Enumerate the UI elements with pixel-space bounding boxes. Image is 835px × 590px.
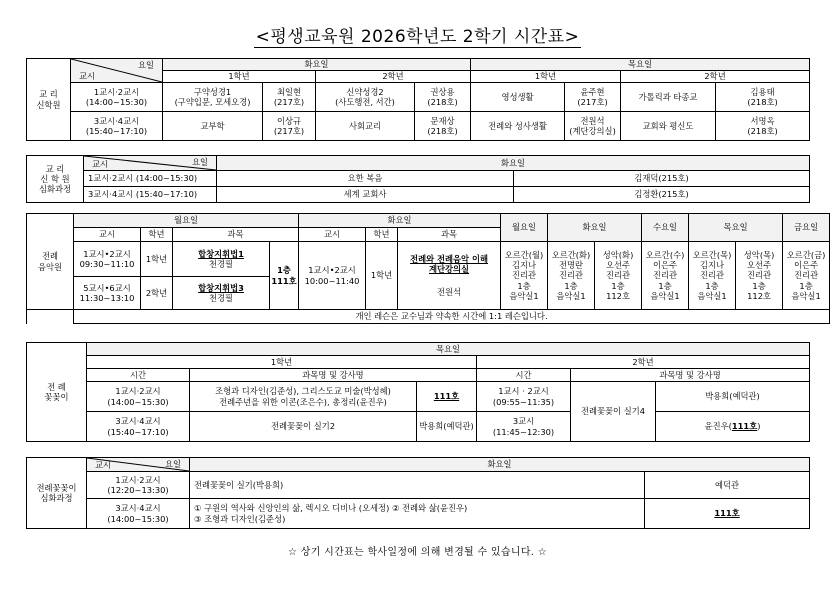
corner-header: 교시 요일 — [84, 156, 217, 171]
footer-note: ☆ 상기 시간표는 학사일정에 의해 변경될 수 있습니다. ☆ — [288, 547, 547, 558]
lesson-cell: 오르간(금) 이은주 진리관 1층 음악실1 — [783, 242, 830, 310]
day-header: 목요일 — [87, 343, 810, 356]
table-row: 1교시•2교시 09:30~11:10 1학년 합창지휘법1 천경필 1층 111호 1교시•2교시 10:00~11:40 1학년 전례와 전례음악 이해 계단강의실 전원석 오르간(월) 김지나 진리관 1층 음악실1 오르간(화) 전명란 진리관 1층 음악실1 성악(화) 오선주 진리관 1층 112호 오르간(수) 이은주 진리관 1층 음악실1 오르간(목) 김지나 진리관 1층 음악실1 성악(목) 오선주 진리관 1층 112호 오르간(금) 이은주 진리관 1층 음악실1 — [27, 242, 830, 277]
table-row — [27, 112, 810, 141]
table-row: 1교시·2교시 (14:00~15:30) 조형과 디자인(김준성), 그리스도교 미술(박성혜) 전례주년을 위한 이콘(조은수), 총정리(윤진우) 111호 1교시 · 2교시 (09:55~11:35) 전례꽃꽂이 실기4 박용희(예덕관) — [27, 382, 810, 412]
schedule-cell: 사회교리 — [316, 112, 415, 141]
lesson-cell: 오르간(수) 이은주 진리관 1층 음악실1 — [642, 242, 689, 310]
grade-header: 1학년 — [87, 356, 477, 369]
table-doctrine-advanced — [26, 155, 810, 203]
section-label: 교 리 신학원 — [27, 59, 71, 141]
table-row: 3교시·4교시 (14:00~15:30) ① 구원의 역사와 신앙인의 삶, 렉시오 디비나 (오세정) ② 전례와 삶(윤진우) ③ 조형과 디자인(김준성) 111호 — [27, 499, 810, 529]
grade-header: 1학년 — [163, 71, 316, 83]
schedule-cell: 구약성경1 (구약입문, 모세오경) — [163, 83, 263, 112]
lesson-cell: 오르간(월) 김지나 진리관 1층 음악실1 — [501, 242, 548, 310]
schedule-cell: 최일현 (217호) — [263, 83, 316, 112]
section-label: 전례꽃꽂이 심화과정 — [27, 458, 87, 529]
day-header: 화요일 — [217, 156, 810, 171]
table-row: 1교시·2교시 (12:20~13:30) 전례꽃꽂이 실기(박용희) 예덕관 — [27, 472, 810, 499]
schedule-cell: 가톨릭과 타종교 — [621, 83, 716, 112]
table-flower-advanced — [26, 457, 810, 529]
grade-header: 1학년 — [471, 71, 621, 83]
table-row — [27, 83, 810, 112]
day-header: 수요일 — [642, 214, 689, 242]
table-row: 1교시·2교시 (14:00~15:30) 요한 복음 김재덕(215호) — [27, 171, 810, 187]
day-header: 화요일 — [190, 458, 810, 472]
day-header: 월요일 — [501, 214, 548, 242]
grade-header: 2학년 — [316, 71, 471, 83]
schedule-cell: 윤주현 (217호) — [565, 83, 621, 112]
schedule-cell: 신약성경2 (사도행전, 서간) — [316, 83, 415, 112]
lesson-cell: 오르간(목) 김지나 진리관 1층 음악실1 — [689, 242, 736, 310]
period-cell: 3교시·4교시 (15:40~17:10) — [71, 112, 163, 141]
section-label: 교 리 신 학 원 심화과정 — [27, 156, 84, 203]
room-cell: 1층 111호 — [270, 242, 299, 310]
period-cell: 1교시·2교시 (14:00~15:30) — [71, 83, 163, 112]
day-header: 목요일 — [471, 59, 810, 71]
day-header: 목요일 — [689, 214, 783, 242]
table-flower-arrangement: 전 례 꽃꽂이 목요일 1학년 2학년 시간 과목명 및 강사명 시간 과목명 및 강사명 1교시·2교시 (14:00~15:30) 조형과 디자인(김준성), 그리스도교 미술(박성혜) 전례주년을 위한 이콘(조은수), 총정리(윤진우) 111호 1교시 · 2교시 (09:55~11:35) 전례꽃꽂이 실기4 박용희(예덕관) 3교시·4교시 (15:40~17:10) 전례꽃꽂이 실기2 박용희(예덕관) 3교시 (11:45~12:30) 윤진우(111호) — [26, 342, 810, 442]
schedule-cell: 이상규 (217호) — [263, 112, 316, 141]
schedule-cell: 교회와 평신도 — [621, 112, 716, 141]
section-label: 전례 음악원 — [27, 214, 74, 310]
grade-header: 2학년 — [621, 71, 810, 83]
day-header: 월요일 — [74, 214, 299, 228]
schedule-cell: 김용태 (218호) — [716, 83, 810, 112]
lesson-cell: 오르간(화) 전명란 진리관 1층 음악실1 — [548, 242, 595, 310]
schedule-cell: 전례와 성사생활 — [471, 112, 565, 141]
table-row: 3교시·4교시 (15:40~17:10) 전례꽃꽂이 실기2 박용희(예덕관) 3교시 (11:45~12:30) 윤진우(111호) — [27, 412, 810, 442]
schedule-cell: 권상용 (218호) — [415, 83, 471, 112]
table-row: 5교시•6교시 11:30~13:10 2학년 합창지휘법3 천경필 — [27, 277, 830, 310]
lesson-cell: 성악(화) 오선주 진리관 1층 112호 — [595, 242, 642, 310]
schedule-cell: 교부학 — [163, 112, 263, 141]
grade-header: 2학년 — [477, 356, 810, 369]
lesson-note: 개인 레슨은 교수님과 약속한 시간에 1:1 레슨입니다. — [74, 310, 830, 324]
schedule-cell: 서명옥 (218호) — [716, 112, 810, 141]
section-label: 전 례 꽃꽂이 — [27, 343, 87, 442]
page-title: <평생교육원 2026학년도 2학기 시간표> — [0, 22, 835, 48]
day-header: 화요일 — [163, 59, 471, 71]
schedule-cell: 영성생활 — [471, 83, 565, 112]
day-header: 화요일 — [299, 214, 501, 228]
corner-header: 교시 요일 — [71, 59, 163, 83]
corner-header: 교시 요일 — [87, 458, 190, 472]
lesson-cell: 성악(목) 오선주 진리관 1층 112호 — [736, 242, 783, 310]
table-doctrine — [26, 58, 810, 141]
table-row: 3교시·4교시 (15:40~17:10) 세계 교회사 김정환(215호) — [27, 187, 810, 203]
day-header: 화요일 — [548, 214, 642, 242]
day-header: 금요일 — [783, 214, 830, 242]
schedule-cell: 전원석 (계단강의실) — [565, 112, 621, 141]
schedule-cell: 문재상 (218호) — [415, 112, 471, 141]
table-liturgical-music: 전례 음악원 월요일 화요일 월요일 화요일 수요일 목요일 금요일 교시 학년 과목 교시 학년 과목 1교시•2교시 09:30~11:10 1학년 합창지휘법1 천경필 1층 111호 1교시•2교시 10:00~11:40 1학년 전례와 전례음악 이해 계단강의실 전원석 오르간(월) 김지나 진리관 1층 음악실1 오르간(화) 전명란 진리관 1층 음악실1 성악(화) 오선주 진리관 1층 112호 오르간(수) 이은주 진리관 1층 음악실1 오르간(목) 김지나 진리관 1층 음악실1 성악(목) 오선주 진리관 1층 112호 오르간(금) 이은주 진리관 1층 음악실1 5교시•6교시 11:30~13:10 2학년 합창지휘법3 천경필 개인 레슨은 교수님과 약속한 시간에 1:1 레슨입니다. — [26, 213, 830, 324]
